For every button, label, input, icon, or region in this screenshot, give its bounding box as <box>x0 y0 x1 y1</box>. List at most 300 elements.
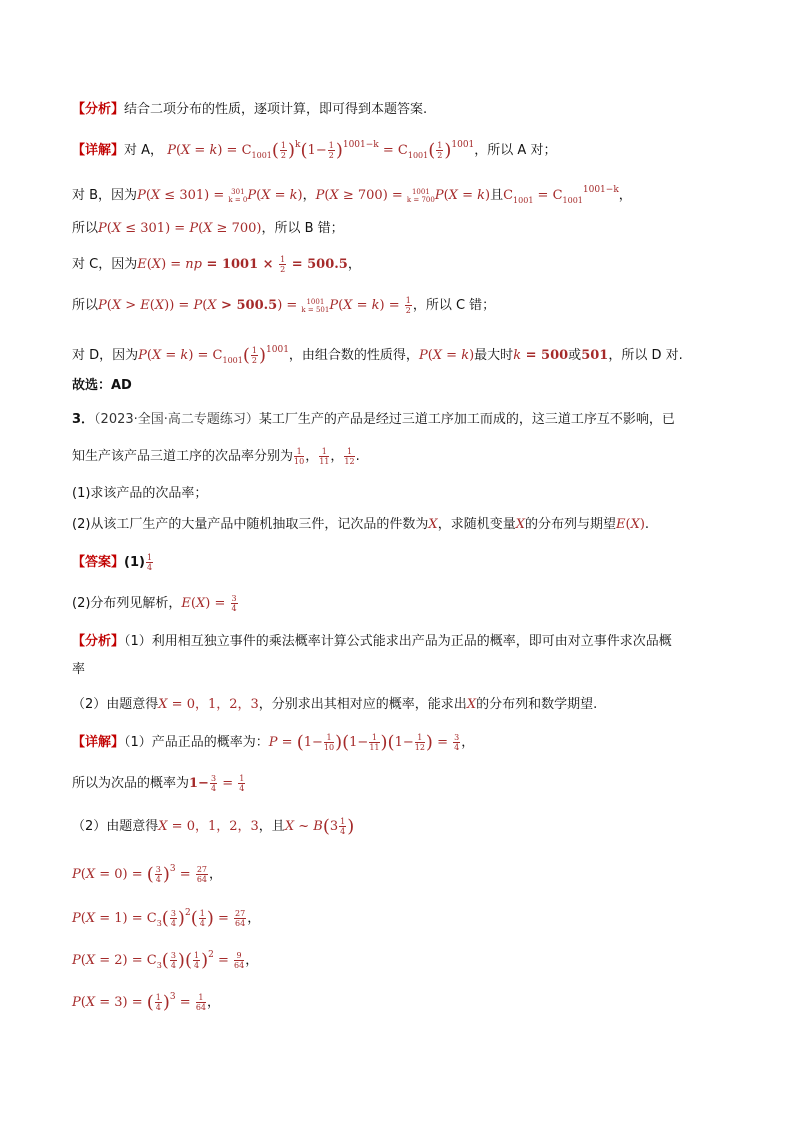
prob-x1-7: ( <box>161 908 169 929</box>
formula-b-12: k <box>289 188 298 203</box>
analysis-2-mid: ，分别求出其相对应的概率，能求出 <box>258 697 467 712</box>
formula-b-6: 301 <box>231 187 245 196</box>
formula-c2-7: X <box>154 298 165 313</box>
prob-x0-8: 3 <box>155 865 161 874</box>
analysis-2-tail: 的分布列和数学期望. <box>476 697 598 712</box>
c-lead: 对 C，因为 <box>72 257 138 272</box>
detail-line-b2 <box>72 219 734 239</box>
b2-lead: 所以 <box>72 221 99 236</box>
analysis-2-line-b <box>72 660 734 680</box>
formula-a-3: X <box>181 143 191 158</box>
prob-x0-7 <box>155 865 162 884</box>
answer-expect-5 <box>231 594 238 613</box>
formula-c-7 <box>279 255 286 274</box>
formula-a-24 <box>436 141 443 160</box>
detail-2-lead: （2）由题意得 <box>72 819 159 834</box>
formula-b-13: ) <box>297 188 303 203</box>
prob-x2-19: 9 <box>234 951 244 961</box>
formula-d-21: = 500 <box>521 348 569 363</box>
formula-c-8: 1 <box>280 255 286 264</box>
formula-c2-25: 2 <box>405 306 411 315</box>
formula-a-25: 1 <box>437 141 443 150</box>
formula-d-9 <box>251 346 258 365</box>
formula-c-9: 2 <box>280 265 286 274</box>
prob-x0-9: 4 <box>155 875 161 884</box>
formula-x-3: X <box>284 819 295 834</box>
formula-a-28: 1001 <box>451 140 475 150</box>
prob-x3-9: 4 <box>155 1003 161 1012</box>
prob-x0-12: = <box>175 867 195 882</box>
formula-b-16: X <box>329 188 339 203</box>
prob-x3-13 <box>196 993 206 1012</box>
formula-p-2: = <box>277 735 297 750</box>
formula-b2-5: P <box>189 221 199 236</box>
analysis-2-text: （1）利用相互独立事件的乘法概率计算公式能求出产品为正品的概率，即可由对立事件求次品概 <box>124 634 672 649</box>
formula-d-13: 1001 <box>266 345 289 355</box>
frac-1-11-2: 1 <box>319 447 329 457</box>
answer-expect-7: 4 <box>231 604 237 613</box>
formula-b-27: C <box>503 188 514 203</box>
formula-c-3: X <box>151 257 162 272</box>
formula-p: P <box>268 735 278 750</box>
formula-q-6 <box>238 774 245 793</box>
prob-x1-21: 64 <box>235 919 246 928</box>
prob-x2-3: ( <box>80 953 86 968</box>
detail-lead: 对 A， <box>124 143 164 158</box>
detail-2-mid: ，且 <box>258 819 285 834</box>
prob-x0 <box>72 859 734 885</box>
detail-2-line-c <box>72 817 734 837</box>
question-3-line-2 <box>72 447 734 467</box>
formula-b2-8: ≥ 700) <box>212 221 262 236</box>
frac-1-12-3: 12 <box>344 457 355 466</box>
formula-a-2: ( <box>175 143 182 158</box>
prob-x0-4: X <box>85 867 96 882</box>
formula-p-14: 1− <box>394 735 414 750</box>
formula-b2-6: ( <box>198 221 204 236</box>
analysis-2-tag: 【分析】 <box>72 634 125 649</box>
answer-frac <box>146 553 153 572</box>
formula-d-7: 1001 <box>222 356 243 365</box>
formula-x-5: B <box>313 819 323 834</box>
subquestion-2-tail: . <box>644 517 650 532</box>
subquestion-1 <box>72 484 734 504</box>
formula-b-23: X <box>448 188 458 203</box>
formula-c2-20: = <box>352 298 372 313</box>
prob-x1-19 <box>234 909 246 928</box>
formula-a-9 <box>280 141 287 160</box>
formula-d-19: ) <box>469 348 475 363</box>
detail-2-text: （1）产品正品的概率为： <box>124 735 269 750</box>
formula-c2-21: k <box>371 298 380 313</box>
prob-x0-6: ( <box>146 864 154 885</box>
prob-x2-15: ) <box>201 950 209 971</box>
formula-d-8: ( <box>242 345 250 366</box>
formula-c2-15: 1001 <box>306 297 325 306</box>
prob-x2 <box>72 945 734 976</box>
formula-a-5: k <box>209 143 218 158</box>
formula-b: P <box>137 188 146 203</box>
analysis-2-lead: （2）由题意得 <box>72 697 159 712</box>
formula-b-28: 1001 <box>513 196 534 205</box>
analysis-tag: 【分析】 <box>72 102 125 117</box>
answer-frac-2: 1 <box>146 553 153 562</box>
formula-a-8: ( <box>271 140 279 161</box>
formula-b-8: P <box>247 188 257 203</box>
answer-line-1 <box>72 553 734 573</box>
formula-c2-16: k = 501 <box>301 305 330 314</box>
answer-expect-2: ( <box>190 596 196 611</box>
detail-2-line-b <box>72 774 734 794</box>
formula-c2-17: P <box>329 298 339 313</box>
formula-c2-18: ( <box>338 298 344 313</box>
frac-1-10 <box>294 447 304 466</box>
prob-x2-6: 3 <box>156 961 162 970</box>
b2-tail: ，所以 B 错； <box>261 221 344 236</box>
formula-c2-19: X <box>343 298 353 313</box>
c2-lead: 所以 <box>72 298 99 313</box>
detail-tag: 【详解】 <box>72 143 125 158</box>
analysis-2-x-3: X <box>466 697 477 712</box>
prob-x1-15: 1 <box>199 909 205 918</box>
prob-x2-18 <box>234 951 244 970</box>
formula-c-4: ) = <box>161 257 186 272</box>
detail-2-tail: ， <box>461 735 475 750</box>
formula-a-11: 2 <box>280 151 287 160</box>
formula-q-4: 4 <box>210 784 217 793</box>
formula-d-4: = <box>161 348 181 363</box>
formula-a-4: = <box>190 143 210 158</box>
formula-q-3: 3 <box>210 774 217 783</box>
formula-a-18: 2 <box>328 151 334 160</box>
d-mid3: 或 <box>568 348 582 363</box>
formula-c-6: = 1001 × <box>202 257 279 272</box>
prob-x1-8 <box>170 909 177 928</box>
prob-x1 <box>72 903 734 934</box>
frac-1-11-3: 11 <box>319 457 330 466</box>
prob-x2-17: = <box>213 953 233 968</box>
formula-a-26: 2 <box>437 151 443 160</box>
formula-b-30: 1001 <box>562 196 583 205</box>
prob-x2-13: 1 <box>193 951 200 960</box>
formula-b2-2: ( <box>106 221 112 236</box>
prob-x2-11: )( <box>177 950 192 971</box>
formula-p-9: 1− <box>349 735 369 750</box>
formula-b2-4: ≤ 301) = <box>121 221 190 236</box>
formula-a-6: ) = C <box>217 143 252 158</box>
subquestion-1-text: (1)求该产品的次品率； <box>72 486 208 501</box>
formula-b-15: ( <box>324 188 330 203</box>
formula-x-10: 4 <box>340 827 346 836</box>
detail-2-line <box>72 733 734 753</box>
prob-x2-16: 2 <box>208 950 214 960</box>
d-mid: ，由组合数的性质得， <box>288 348 419 363</box>
formula-q-2 <box>210 774 217 793</box>
formula-c2-6: ( <box>149 298 155 313</box>
frac-1-10-2: 1 <box>294 447 304 457</box>
formula-d-5: k <box>180 348 189 363</box>
comma-3: ， <box>209 867 223 882</box>
formula-a-22: 1001 <box>407 151 429 160</box>
detail-line-d <box>72 340 734 371</box>
analysis-2-text-b: 率 <box>72 662 86 677</box>
formula-b-19: 1001 <box>411 187 430 196</box>
b-mid: ， <box>302 188 316 203</box>
prob-x1-11: ) <box>177 908 185 929</box>
formula-d-18: k <box>461 348 470 363</box>
analysis-text: 结合二项分布的性质，逐项计算，即可得到本题答案. <box>124 102 428 117</box>
question-tail: . <box>355 449 360 464</box>
formula-d-11: 2 <box>251 356 257 365</box>
b-tail: 且 <box>490 188 504 203</box>
formula-b-2: ( <box>145 188 151 203</box>
comma-5: ， <box>245 953 259 968</box>
formula-p-8: )( <box>335 732 350 753</box>
prob-x0-2: P <box>72 867 81 882</box>
formula-a-13: k <box>295 140 301 150</box>
prob-x2-7: ( <box>161 950 169 971</box>
formula-p-12: 11 <box>369 743 380 752</box>
formula-q: 1− <box>189 776 209 791</box>
formula-c2-9: P <box>193 298 203 313</box>
question-text: 某工厂生产的产品是经过三道工序加工而成的，这三道工序互不影响，已 <box>258 412 675 427</box>
formula-c2-8: )) = <box>164 298 194 313</box>
detail-2-tag: 【详解】 <box>72 735 125 750</box>
formula-p-7: 10 <box>323 743 335 752</box>
formula-b2: P <box>98 221 107 236</box>
d-mid2: 最大时 <box>474 348 514 363</box>
prob-x3-6: ( <box>146 992 154 1013</box>
prob-x2-9: 3 <box>170 951 176 960</box>
answer-expect: E <box>181 596 191 611</box>
analysis-2-x: X <box>158 697 168 712</box>
formula-a-14: ( <box>300 140 308 161</box>
formula-c: E <box>137 257 147 272</box>
prob-x1-3: ( <box>80 911 86 926</box>
prob-x1-18: = <box>213 911 234 926</box>
prob-x3 <box>72 987 734 1013</box>
formula-x-6: ( <box>322 816 330 837</box>
prob-x1-14 <box>199 909 206 928</box>
formula-p-19: = <box>432 735 453 750</box>
prob-x0-14: 27 <box>196 865 208 874</box>
prob-x3-2: P <box>72 995 81 1010</box>
subquestion-2-mid2: 的分布列与期望 <box>524 517 616 532</box>
prob-x0-13 <box>196 865 208 884</box>
formula-b-21: P <box>434 188 444 203</box>
formula-p-17: 12 <box>414 743 425 752</box>
formula-x-8 <box>339 817 346 836</box>
prob-x1-9: 3 <box>170 909 176 918</box>
prob-x1-5: = 1) = C <box>95 911 157 926</box>
prob-x2-20: 64 <box>234 961 245 970</box>
formula-d-16: X <box>432 348 443 363</box>
answer-line-2 <box>72 594 734 614</box>
formula-a-21: = C <box>378 143 408 158</box>
var-x: X <box>428 517 438 532</box>
prob-x2-10: 4 <box>170 961 176 970</box>
formula-p-20 <box>453 733 460 752</box>
formula-x-2: = 0，1，2，3 <box>167 819 259 834</box>
analysis-2-line <box>72 632 734 652</box>
c-tail: ， <box>347 257 361 272</box>
formula-c2-23 <box>405 296 412 315</box>
formula-b-18 <box>407 188 435 204</box>
b-comma: ， <box>618 188 632 203</box>
formula-b-7: k = 0 <box>228 195 248 204</box>
formula-d-22: 501 <box>581 348 609 363</box>
comma: ， <box>305 449 319 464</box>
var-x-2: X <box>515 517 525 532</box>
question-number: 3． <box>72 412 95 427</box>
formula-p-6: 1 <box>324 733 334 743</box>
formula-b-29: = C <box>533 188 563 203</box>
formula-b-26: ) <box>485 188 491 203</box>
formula-b-11: = <box>270 188 290 203</box>
prob-x1-4: X <box>85 911 96 926</box>
answer-tag: 【答案】 <box>72 555 125 570</box>
prob-x1-12: 2 <box>184 908 191 918</box>
formula-b2-3: X <box>111 221 122 236</box>
formula-p-4: 1− <box>303 735 323 750</box>
formula-x: X <box>158 819 168 834</box>
formula-a-20: 1001−k <box>342 140 379 150</box>
var-e-4: ) <box>639 517 645 532</box>
detail-line-c2 <box>72 296 734 316</box>
answer-expect-6: 3 <box>231 594 237 603</box>
formula-d-15: ( <box>427 348 433 363</box>
subquestion-2 <box>72 515 734 535</box>
comma-2: ， <box>330 449 344 464</box>
formula-c2-22: ) = <box>379 298 404 313</box>
formula-p-3: ( <box>296 732 304 753</box>
prob-x0-5: = 0) = <box>95 867 147 882</box>
prob-x2-5: = 2) = C <box>95 953 157 968</box>
prob-x1-20: 27 <box>235 909 246 918</box>
prob-x1-6: 3 <box>156 919 162 928</box>
formula-a-12: ) <box>288 140 296 161</box>
formula-q-5: = <box>218 776 238 791</box>
formula-c-2: ( <box>146 257 152 272</box>
formula-c-10: = 500.5 <box>287 257 348 272</box>
formula-b-10: X <box>261 188 271 203</box>
formula-d-10: 1 <box>251 346 257 355</box>
prob-x2-12 <box>193 951 200 970</box>
formula-p-10 <box>369 733 379 752</box>
formula-p-18: ) <box>425 732 433 753</box>
answer-expect-4: ) = <box>205 596 230 611</box>
formula-a-10: 1 <box>280 141 287 150</box>
detail-line-b <box>72 180 734 211</box>
formula-b-24: = <box>457 188 478 203</box>
prob-x3-3: ( <box>80 995 86 1010</box>
var-e: E <box>615 517 626 532</box>
formula-a-23: ( <box>428 140 436 161</box>
formula-a-27: ) <box>444 140 452 161</box>
formula-b-17: ≥ 700) = <box>338 188 407 203</box>
formula-d-3: X <box>151 348 162 363</box>
formula-b-22: ( <box>443 188 449 203</box>
formula-a-16 <box>328 141 335 160</box>
prob-x1-16: 4 <box>199 919 205 928</box>
prob-x1-2: P <box>72 911 81 926</box>
formula-p-16: 1 <box>415 733 425 743</box>
prob-x1-17: ) <box>206 908 214 929</box>
prob-x0-15: 64 <box>196 875 208 884</box>
analysis-2-x-2: = 0，1，2，3 <box>167 697 259 712</box>
comma-6: ， <box>207 995 221 1010</box>
formula-c2: P <box>98 298 107 313</box>
formula-c2-12: > 500.5 <box>216 298 278 313</box>
prob-x2-2: P <box>72 953 81 968</box>
formula-d-2: ( <box>146 348 152 363</box>
formula-d-20: k <box>513 348 522 363</box>
frac-1-12 <box>344 447 354 466</box>
formula-a-19: ) <box>335 140 343 161</box>
detail-tail: ，所以 A 对； <box>474 143 557 158</box>
formula-c2-11: X <box>207 298 217 313</box>
formula-p-22: 4 <box>454 743 460 752</box>
formula-b2-7: X <box>203 221 213 236</box>
formula-c2-4: > <box>121 298 141 313</box>
formula-a-17: 1 <box>328 141 334 150</box>
prob-x3-14: 1 <box>196 993 206 1003</box>
var-e-2: ( <box>625 517 631 532</box>
prob-x0-10: ) <box>162 864 170 885</box>
formula-d-6: ) = C <box>188 348 223 363</box>
frac-1-10-3: 10 <box>294 457 305 466</box>
d-tail: ，所以 D 对. <box>608 348 683 363</box>
formula-c-5: np <box>185 257 202 272</box>
prob-x0-11: 3 <box>169 864 176 874</box>
formula-q-8: 4 <box>239 784 245 793</box>
formula-q-7: 1 <box>239 774 245 783</box>
prob-x1-13: ( <box>190 908 198 929</box>
formula-p-11: 1 <box>369 733 379 743</box>
prob-x3-15: 64 <box>195 1003 207 1012</box>
formula-d: P <box>138 348 147 363</box>
prob-x2-4: X <box>85 953 96 968</box>
prob-x3-11: 3 <box>169 992 176 1002</box>
formula-b-25: k <box>477 188 485 203</box>
c2-tail: ，所以 C 错； <box>412 298 496 313</box>
formula-x-4: ~ <box>294 819 314 834</box>
subquestion-2-mid: ，求随机变量 <box>437 517 516 532</box>
question-text-2: 知生产该产品三道工序的次品率分别为 <box>72 449 294 464</box>
prob-x1-10: 4 <box>170 919 176 928</box>
prob-x2-14: 4 <box>193 961 200 970</box>
formula-a-15: 1− <box>307 143 327 158</box>
question-source: （2023·全国·高二专题练习） <box>94 412 259 427</box>
prob-x2-8 <box>170 951 177 970</box>
formula-c2-24: 1 <box>405 296 411 305</box>
formula-c2-3: X <box>111 298 122 313</box>
analysis-2-line-c <box>72 695 734 715</box>
prob-x3-5: = 3) = <box>95 995 147 1010</box>
answer-part-2: (2)分布列见解析， <box>72 596 182 611</box>
formula-c2-2: ( <box>106 298 112 313</box>
detail-2-text-b: 所以为次品的概率为 <box>72 776 190 791</box>
formula-p-15 <box>415 733 425 752</box>
formula-b-4: ≤ 301) = <box>160 188 229 203</box>
question-3-line <box>72 410 734 430</box>
answer-choice-line <box>72 376 734 396</box>
formula-c2-13: ) = <box>277 298 302 313</box>
answer-choice: 故选：AD <box>72 378 132 393</box>
formula-b-5 <box>228 188 247 204</box>
answer-part-1: (1) <box>124 555 145 570</box>
formula-p-21: 3 <box>454 733 460 742</box>
